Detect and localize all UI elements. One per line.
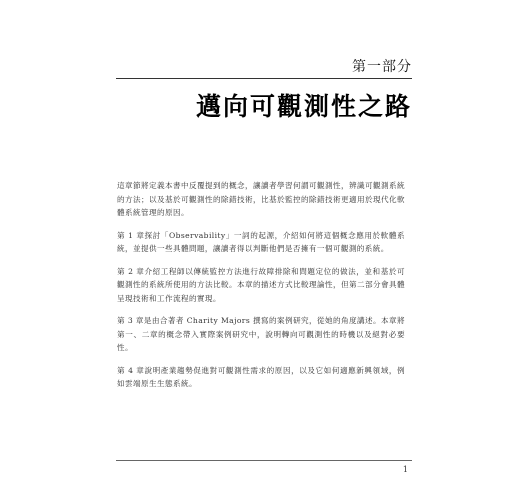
- footer-rule: [116, 460, 412, 461]
- paragraph-chapter-4: 第 4 章說明產業趨勢促進對可觀測性需求的原因，以及它如何適應新興領域，例如雲端原生生態系統。: [117, 365, 405, 388]
- paragraph-chapter-2: 第 2 章介紹工程師以傳統監控方法進行故障排除和問題定位的做法，並和基於可觀測性的系統所使用的方法比較。本章的描述方式比較理論性，但第二部分會具體呈現技術和工作流程的實現。: [117, 266, 405, 303]
- page-number: 1: [402, 465, 408, 474]
- paragraph-intro: 這章節將定義本書中反覆提到的概念，讓讀者學習何謂可觀測性，辨識可觀測系統的方法；以及基於可觀測性的除錯技術，比基於監控的除錯技術更適用於現代化軟體系統管理的原因。: [117, 181, 405, 217]
- body-text: [117, 179, 405, 400]
- paragraph-chapter-1: 第 1 章探討「Observability」一詞的起源，介紹如何將這個概念應用於軟體系統，並提供一些具體問題，讓讀者得以判斷他們是否擁有一個可觀測的系統。: [117, 230, 405, 253]
- part-title: 邁向可觀測性之路: [195, 92, 412, 121]
- header-rule: [116, 78, 412, 79]
- paragraph-chapter-3: 第 3 章是由合著者 Charity Majors 撰寫的案例研究，從她的角度講述。本章將第一、二章的概念帶入實際案例研究中，說明轉向可觀測性的時機以及絕對必要性。: [117, 316, 405, 352]
- part-label: 第一部分: [352, 59, 412, 75]
